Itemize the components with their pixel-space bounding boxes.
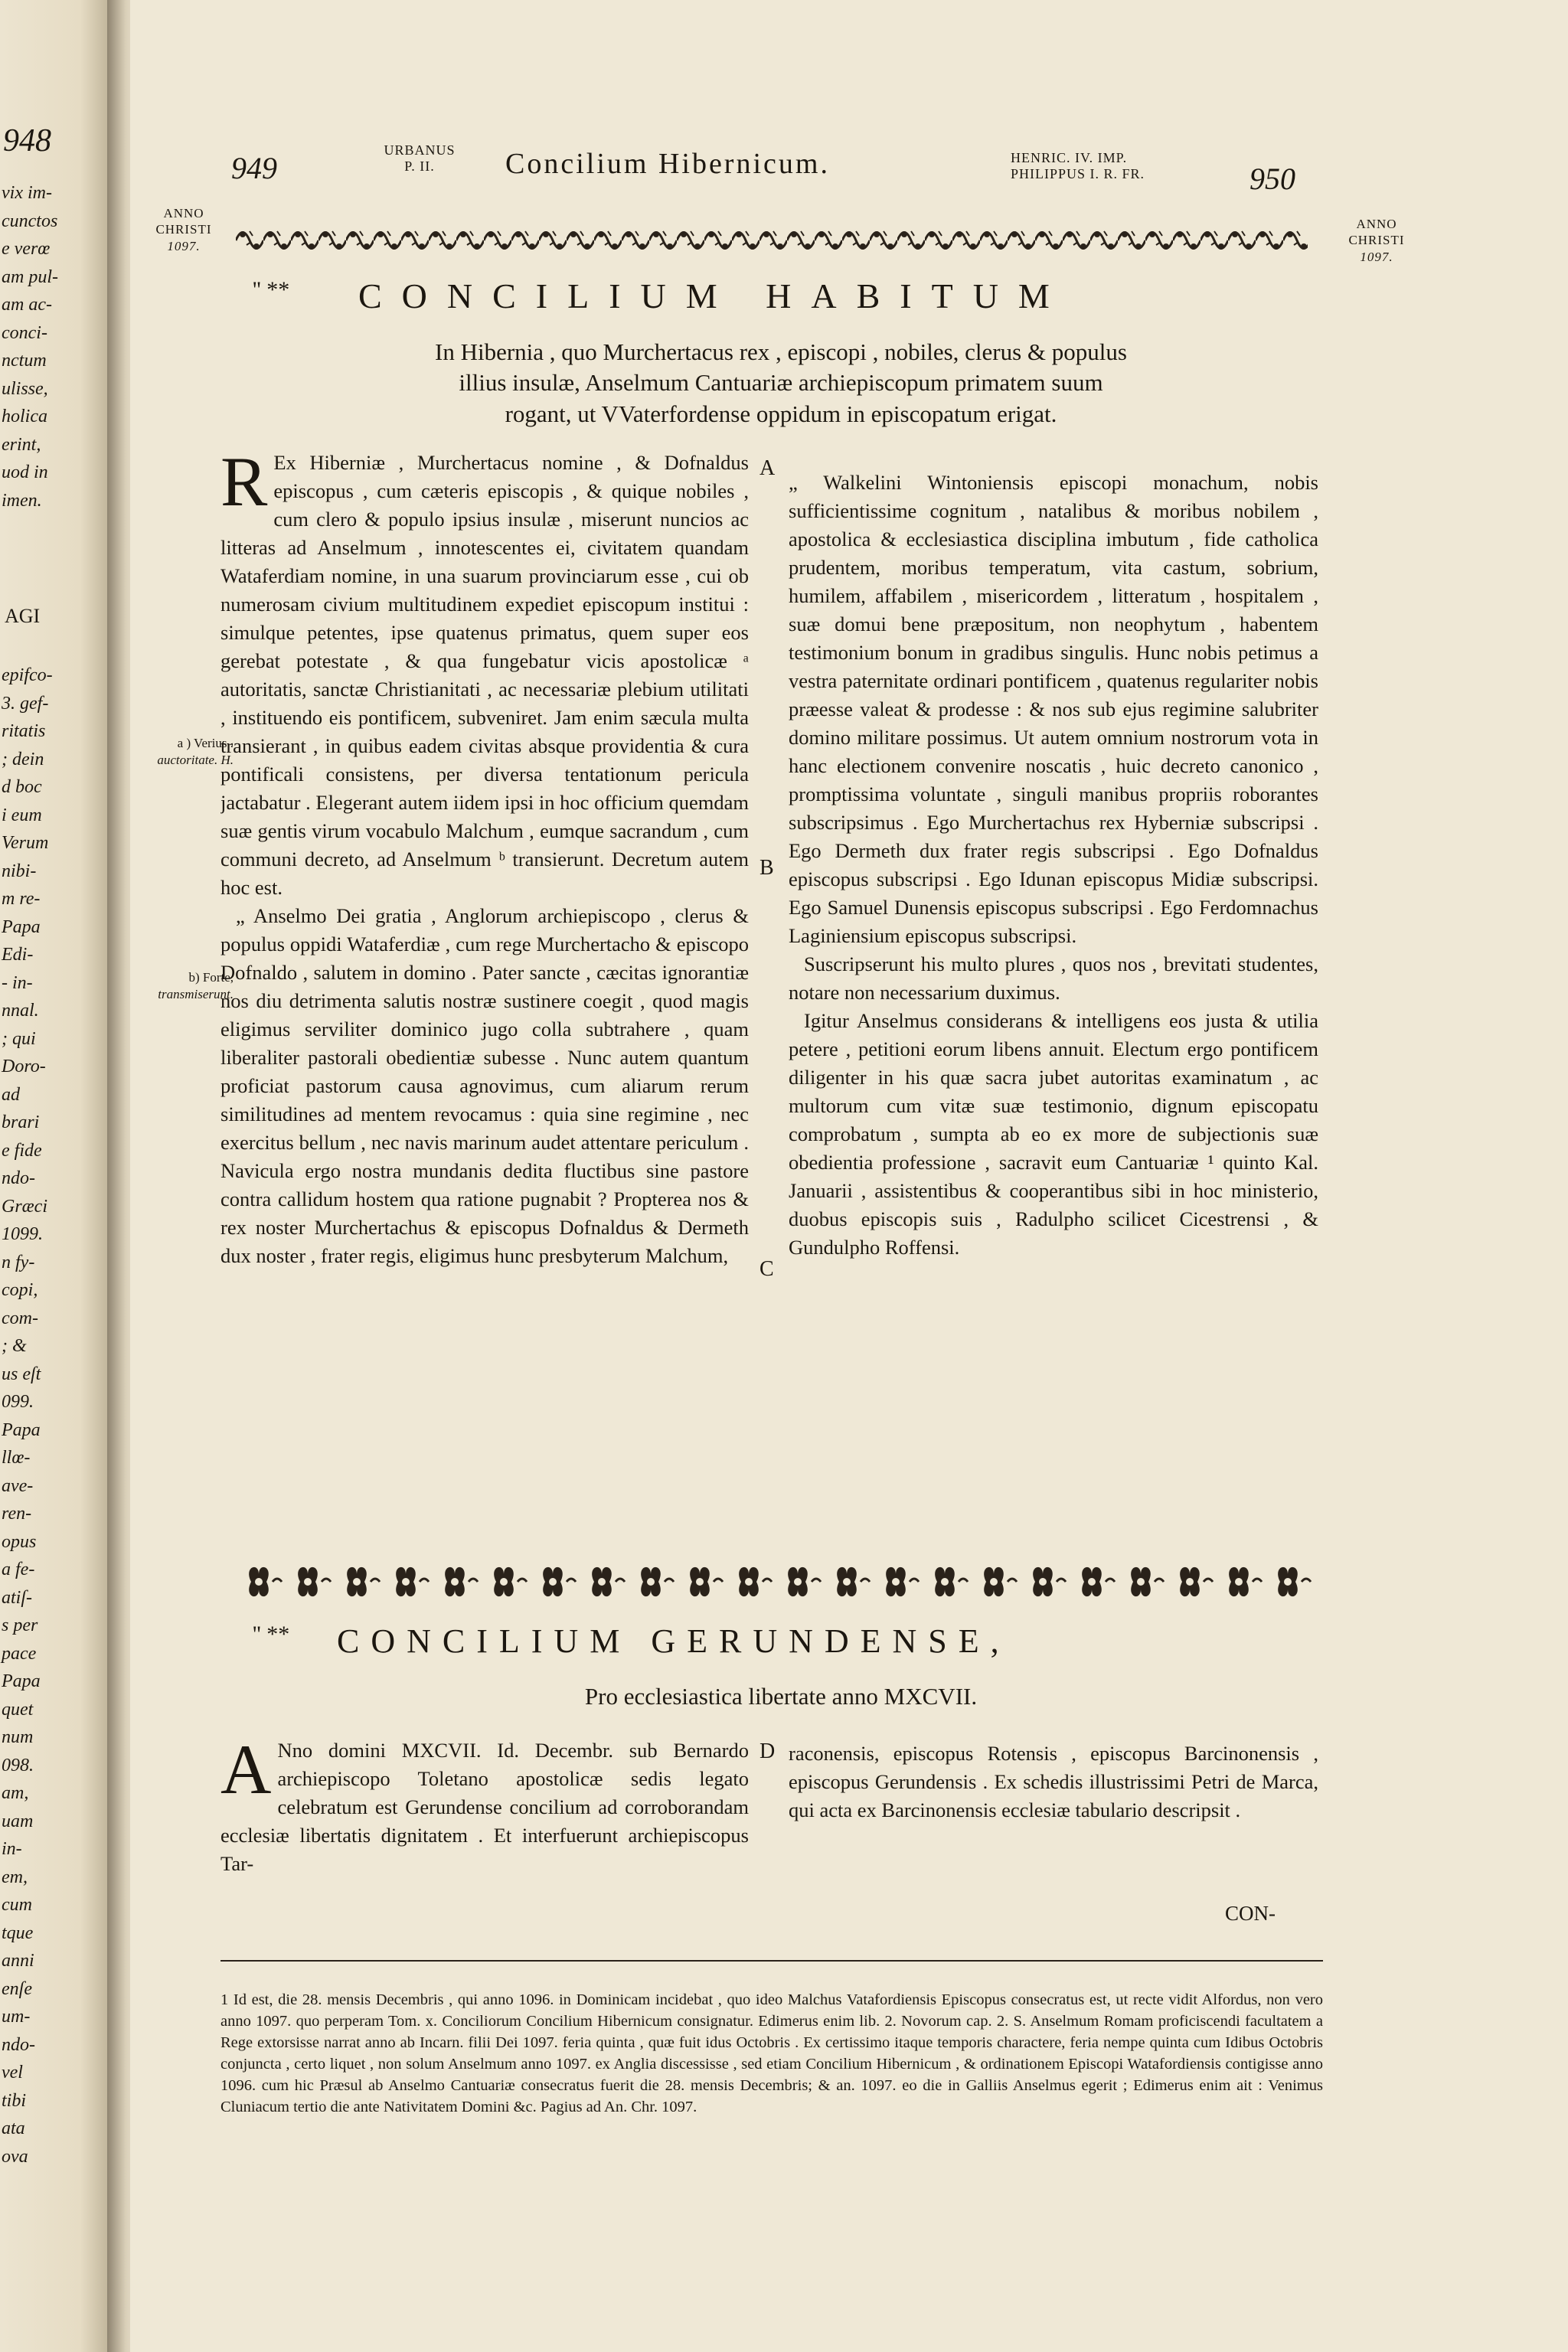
facing-page-fragment: copi, <box>2 1280 38 1300</box>
facing-page-fragment: Papa <box>2 1671 41 1691</box>
facing-page-fragment: ad <box>2 1084 20 1105</box>
paragraph <box>789 1007 1318 1262</box>
facing-page-fragment: nctum <box>2 351 47 371</box>
facing-page-fragment: ritatis <box>2 721 46 741</box>
sidenote-b <box>130 969 234 1003</box>
facing-page-fragment: anni <box>2 1951 34 1971</box>
book-page <box>130 0 1568 2352</box>
facing-page-fragment: Græci <box>2 1196 47 1217</box>
column-marker-c: C <box>760 1257 774 1281</box>
column-marker-d: D <box>760 1740 776 1763</box>
facing-page-fragment: ndo- <box>2 1168 35 1188</box>
section1-left-column <box>220 449 749 1551</box>
facing-page-fragment: ulisse, <box>2 378 48 399</box>
facing-page-fragment: ; dein <box>2 749 44 769</box>
facing-page-fragment: quet <box>2 1699 34 1720</box>
facing-page-fragment: nibi- <box>2 861 37 881</box>
sidenote-text: transmiserunt. <box>158 987 234 1002</box>
facing-page-fragment: Doro- <box>2 1057 46 1076</box>
fleuron-icon <box>220 1559 1331 1605</box>
paragraph-text: Ex Hiberniæ , Murchertacus nomine , & Dofnaldus episcopus , cum cæteris episcopis , & quique nobiles , cum clero & populo ipsius insulæ , miserunt nuncios ac litteras ad Anselmum , innotescentes ei, civitatem quandam Wataferdiam nomine, in una suarum provinciarum esse , cui ob numerosam civium multitudinem expediet episcopum institui : simulque petentes, ipse quatenus primatus, quem super eos gerebat potestate , & qua fungebatur vicis apostolicæ ᵃ autoritatis, sanctæ Christianitati , ac necessariæ plebium utilitati , instituendo eis pontificem, subveniret. Jam enim sæcula multa transierant , in quibus eadem civitas absque providentia & cura pontificali consistens, per diversa tentationum pericula jactabatur . Elegerant autem iidem ipsi in hoc officium quemdam suæ gentis virum vocabulo Malchum , eumque sacrandum , cum communi decreto, ad Anselmum ᵇ transierunt. Decretum autem hoc est. <box>220 451 749 899</box>
facing-page-fragment: d boc <box>2 777 42 797</box>
facing-page-fragment: tque <box>2 1922 34 1943</box>
facing-page-fragment: ren- <box>2 1504 32 1524</box>
facing-page-fragment: opus <box>2 1531 37 1552</box>
christi-label: CHRISTI <box>1348 233 1405 248</box>
facing-page-fragment: 1099. <box>2 1224 43 1244</box>
facing-page-fragment: pace <box>2 1643 37 1664</box>
facing-page-fragment: uod in <box>2 462 48 482</box>
footnote: 1 Id est, die 28. mensis Decembris , qui anno 1096. in Dominicam incidebat , quo ideo Malchus Vatafordiensis Episcopus consecratus est, ut recte vidit Alfordus, non vero anno 1097. quo perperam Tom. x. Conciliorum Concilium Hibernicum consignatur. Edimerus enim lib. 2. Novorum cap. 2. S. Anselmum Romam proficiscendi facultatem a Rege extorsisse narrat anno ab Incarn. filii Dei 1097. feria quinta , quæ fuit idus Octobris . Ex certissimo itaque temporis charactere, feria nempe quinta cum Idibus Octobris conjuncta , certo liquet , non solum Anselmum anno 1097. ex Anglia discessisse , sed etiam Concilium Hibernicum , & ordinationem Episcopi Watafordiensis contigisse anno 1096. cum hic Præsul ab Anselmo Cantuariæ consecratus fuerit die 28. mensis Decembris; & an. 1097. eo die in Galliis Anselmus egerit ; Edimerus enim ait : Venimus Cluniacum tertio die ante Nativitatem Domini &c. Pagius ad An. Chr. 1097. <box>220 1991 1323 2115</box>
facing-page-fragment: e fide <box>2 1140 42 1161</box>
facing-page-fragment: conci- <box>2 322 47 343</box>
section1-right-column <box>789 469 1318 1556</box>
subtitle-line: In Hibernia , quo Murchertacus rex , episcopi , nobiles, clerus & populus <box>435 338 1127 365</box>
paragraph-text: Nno domini MXCVII. Id. Decembr. sub Bernardo archiepiscopo Toletano apostolicæ sedis legato celebratum est Gerundense concilium ad corroborandam ecclesiæ libertatis dignitatem . Et interfuerunt archiepiscopus Tar- <box>220 1739 749 1875</box>
facing-page-fragment: holica <box>2 407 47 426</box>
facing-page-fragment: us eſt <box>2 1364 41 1384</box>
facing-page-fragment: Edi- <box>2 945 34 965</box>
facing-page-fragment: vix im- <box>2 183 52 203</box>
section1-title: CONCILIUM HABITUM <box>358 276 1070 315</box>
paragraph-text: Igitur Anselmus considerans & intelligens eos justa & utilia petere , petitioni eorum libens annuit. Electum ergo pontificem diligenter in his quæ sacra jubet autoritas examinatum , ac multorum cum vitæ suæ testimonio, dignum episcopatu comprobatum , sumpta ab eo ex more de subjectionis suæ obedientia professione , sacravit eum Cantuariæ ¹ quinto Kal. Januarii , assistentibus & cooperantibus sibi in hoc ministerio, duobus episcopis suis , Radulpho scilicet Cicestrensi , & Gundulpho Roffensi. <box>789 1009 1318 1259</box>
facing-page-fragment: cum <box>2 1895 32 1915</box>
sidenote-label: b) Forte, <box>188 970 234 985</box>
facing-page-fragment: imen. <box>2 490 42 511</box>
subtitle-line: illius insulæ, Anselmum Cantuariæ archiepiscopum primatem suum <box>459 369 1103 397</box>
section2-right-column <box>789 1740 1318 1824</box>
paragraph-text: Suscripserunt his multo plures , quos nos , brevitati studentes, notare non necessarium duximus. <box>789 952 1318 1004</box>
header-emperor-line1: HENRIC. IV. IMP. <box>1011 150 1128 165</box>
column-marker-b: B <box>760 856 774 880</box>
dropcap: A <box>220 1730 272 1808</box>
facing-page-fragment: e verœ <box>2 239 51 259</box>
facing-page-heading: AGI <box>5 605 41 627</box>
paragraph <box>789 1740 1318 1824</box>
facing-page-fragment: Papa <box>2 916 41 937</box>
paragraph <box>789 469 1318 950</box>
facing-page-fragment: in- <box>2 1839 22 1859</box>
facing-page-fragment: ata <box>2 2118 25 2138</box>
paragraph-text: raconensis, episcopus Rotensis , episcopus Barcinonensis , episcopus Gerundensis . Ex schedis illustrissimi Petri de Marca, qui acta ex Barcinonensis ecclesiæ tabulario descripsit . <box>789 1742 1318 1821</box>
paragraph-text: „ Anselmo Dei gratia , Anglorum archiepiscopo , clerus & populus oppidi Wataferdiæ , cum rege Murchertacho & episcopo Dofnaldo , salutem in domino . Pater sancte , cæcitas ignorantiæ nos diu detrimenta salutis nostræ sustinere coegit , quod magis eligimus serviliter dominico jugo colla subtrahere , quam liberaliter pastorali obedientiæ subesse . Nunc autem quantum proficiat pastorum causa agnovimus, cum aliarum rerum similitudines ad mentem revocamus : quia sine regimine , nec exercitus bellum , nec navis marinum audet attentare periculum . Navicula ergo nostra mundanis dedita fluctibus sine pastore contra callidum hostem qua ratione pugnabit ? Propterea nos & rex noster Murchertachus & episcopus Dofnaldus & Dermeth dux noster , frater regis, eligimus hunc presbyterum Malchum, <box>220 904 749 1267</box>
anno-christi-left <box>130 205 237 254</box>
facing-page-fragment: uam <box>2 1811 34 1831</box>
header-pope <box>374 142 466 174</box>
running-title: Concilium Hibernicum. <box>505 148 830 180</box>
christi-label: CHRISTI <box>155 222 212 237</box>
facing-page-fragment: ; & <box>2 1336 27 1356</box>
facing-page-fragment: ova <box>2 2146 28 2167</box>
facing-page-fragment: um- <box>2 2007 31 2027</box>
facing-page-fragment: ; qui <box>2 1028 36 1049</box>
facing-page-fragment: n fy- <box>2 1252 35 1272</box>
facing-page-fragment: enſe <box>2 1978 32 1999</box>
facing-page-fragment: ndo- <box>2 2034 35 2055</box>
facing-page-fragment: epifco- <box>2 665 53 685</box>
facing-page-fragment: Verum <box>2 833 49 853</box>
facing-page-fragment: am pul- <box>2 266 58 287</box>
facing-page-fragment: vel <box>2 2063 23 2082</box>
facing-page <box>0 0 115 2352</box>
sidenote-text: auctoritate. H. <box>157 753 234 768</box>
catchword: CON- <box>1225 1902 1276 1925</box>
vine-ornament-icon <box>236 227 1308 257</box>
facing-page-fragment: 098. <box>2 1755 34 1775</box>
year-label: 1097. <box>167 238 201 253</box>
paragraph-text: „ Walkelini Wintoniensis episcopi monachum, nobis sufficientissime cognitum , natalibus & moribus nobilem , apostolica & ecclesiastica disciplina imbutum , fide catholica prudentem, moribus temperatum, vita castum, sobrium, humilem, affabilem , misericordem , litteratum , hospitalem , suæ domui bene præpositum, non neophytum , habentem testimonium bonum in gradibus singulis. Hunc nobis petimus a vestra paternitate ordinari pontificem , quatenus regulariter nobis præesse valeat & prodesse : & nos sub ejus regimine salubriter domino militare possimus. Ut autem omnium nostrorum vota in hanc electionem convenire noscatis , huic decreto canonico , promptissima voluntate , singuli manibus propriis roborantes subscripsimus . Ego Murchertachus rex Hyberniæ subscripsi . Ego Dermeth dux frater regis subscripsi . Ego Dofnaldus episcopus subscripsi . Ego Idunan episcopus Midiæ subscripsi. Ego Samuel Dunensis episcopus subscripsi . Ego Ferdomnachus Laginiensium episcopus subscripsi. <box>789 471 1318 947</box>
section2-subtitle: Pro ecclesiastica libertate anno MXCVII. <box>584 1683 978 1710</box>
facing-page-fragment: brari <box>2 1112 40 1132</box>
section2-title: CONCILIUM GERUNDENSE, <box>337 1622 1011 1660</box>
page-number-left: 949 <box>231 151 277 185</box>
facing-page-fragment: a fe- <box>2 1560 35 1579</box>
facing-page-fragment: - in- <box>2 972 33 993</box>
facing-page-fragment: atiſ- <box>2 1587 32 1608</box>
year-label: 1097. <box>1360 249 1393 264</box>
anno-christi-right <box>1323 216 1430 265</box>
section2-left-column <box>220 1730 749 1878</box>
facing-page-fragment: m re- <box>2 889 41 909</box>
section1-mark: '' ** <box>253 277 290 302</box>
header-pope-number: P. II. <box>404 158 435 174</box>
anno-label: ANNO <box>1356 217 1397 231</box>
facing-page-fragment: nnal. <box>2 1001 39 1021</box>
facing-page-number: 948 <box>3 123 51 158</box>
facing-page-fragment: Papa <box>2 1419 41 1440</box>
facing-page-fragment: num <box>2 1727 34 1747</box>
paragraph <box>220 902 749 1270</box>
paragraph <box>789 950 1318 1007</box>
header-pope-name: URBANUS <box>384 142 456 158</box>
facing-page-fragment: cunctos <box>2 211 58 231</box>
sidenote-label: a ) Verius . <box>177 736 234 750</box>
header-emperor <box>1011 150 1202 181</box>
subtitle-line: rogant, ut VVaterfordense oppidum in episcopatum erigat. <box>505 400 1057 427</box>
section2-mark: '' ** <box>253 1622 290 1647</box>
facing-page-fragment: com- <box>2 1308 38 1328</box>
facing-page-fragment: erint, <box>2 434 41 455</box>
dropcap: R <box>220 449 268 521</box>
facing-page-fragment: em, <box>2 1867 28 1887</box>
facing-page-fragment: am, <box>2 1783 29 1803</box>
section1-subtitle <box>283 337 1279 430</box>
footnote-rule <box>220 1960 1323 1962</box>
paragraph <box>220 449 749 902</box>
sidenote-a <box>130 735 234 769</box>
facing-page-fragment: 3. gef- <box>2 693 49 714</box>
paragraph <box>220 1730 749 1878</box>
facing-page-fragment: llœ- <box>2 1448 31 1468</box>
header-emperor-line2: PHILIPPUS I. R. FR. <box>1011 165 1145 181</box>
column-marker-a: A <box>760 456 776 480</box>
facing-page-fragment: ave- <box>2 1475 34 1496</box>
facing-page-fragment: 099. <box>2 1392 34 1412</box>
facing-page-fragment: tibi <box>2 2090 27 2111</box>
page-number-right: 950 <box>1250 162 1295 196</box>
anno-label: ANNO <box>163 206 204 220</box>
facing-page-fragment: s per <box>2 1615 38 1635</box>
facing-page-fragment: i eum <box>2 805 42 825</box>
facing-page-fragment: am ac- <box>2 295 52 315</box>
